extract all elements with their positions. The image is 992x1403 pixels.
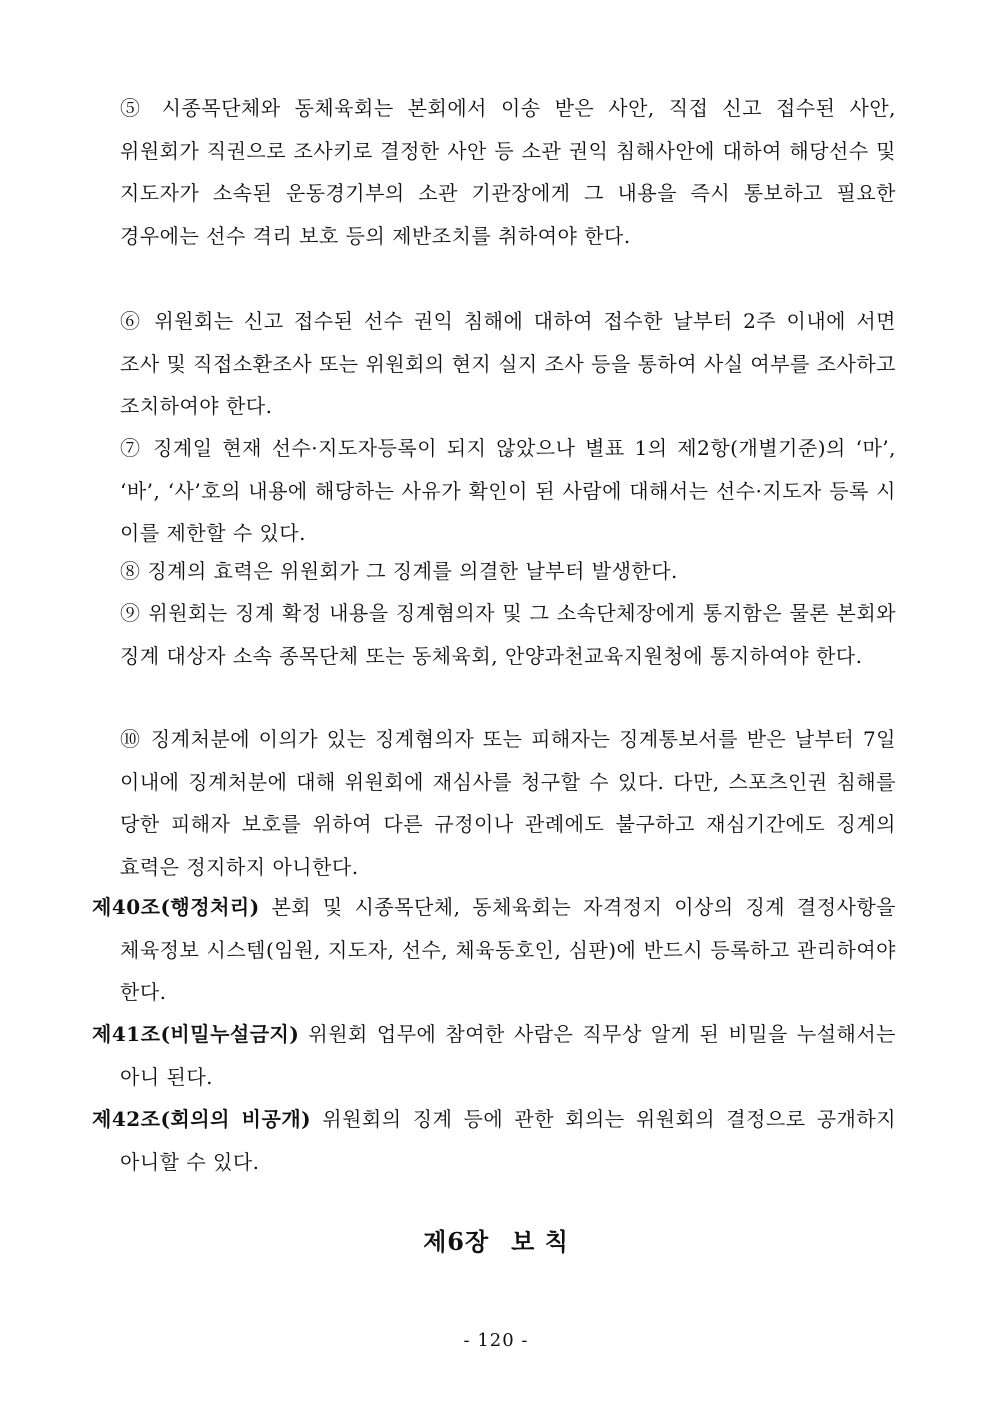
article-42 [92, 1098, 896, 1183]
article-41-title: 제41조(비밀누설금지) [92, 1022, 300, 1046]
clause-10: ⑩ 징계처분에 이의가 있는 징계혐의자 또는 피해자는 징계통보서를 받은 날부터 7일 이내에 징계처분에 대해 위원회에 재심사를 청구할 수 있다. 다만, 스포츠인권 침해를 당한 피해자 보호를 위하여 다른 규정이나 관례에도 불구하고 재심기간에도 징계의 효력은 정지하지 아니한다. [120, 727, 896, 879]
chapter-title: 보 칙 [511, 1227, 569, 1256]
article-41 [92, 1013, 896, 1098]
clause-9: ⑨ 위원회는 징계 확정 내용을 징계혐의자 및 그 소속단체장에게 통지함은 물론 본회와 징계 대상자 소속 종목단체 또는 동체육회, 안양과천교육지원청에 통지하여야 한다. [120, 601, 896, 668]
article-40-body: 본회 및 시종목단체, 동체육회는 자격정지 이상의 징계 결정사항을 체육정보 시스템(임원, 지도자, 선수, 체육동호인, 심판)에 반드시 등록하고 관리하여야 한다. [120, 895, 897, 1004]
article-40 [92, 886, 896, 1014]
article-42-body: 위원회의 징계 등에 관한 회의는 위원회의 결정으로 공개하지 아니할 수 있다. [120, 1107, 897, 1174]
clause-5: ⑤ 시종목단체와 동체육회는 본회에서 이송 받은 사안, 직접 신고 접수된 사안, 위원회가 직권으로 조사키로 결정한 사안 등 소관 권익 침해사안에 대하여 해당선수 및 지도자가 소속된 운동경기부의 소관 기관장에게 그 내용을 즉시 통보하고 필요한 경우에는 선수 격리 보호 등의 제반조치를 취하여야 한다. [120, 96, 896, 248]
clause-8: ⑧ 징계의 효력은 위원회가 그 징계를 의결한 날부터 발생한다. [120, 559, 678, 583]
article-42-title: 제42조(회의의 비공개) [92, 1107, 312, 1131]
article-40-title: 제40조(행정처리) [92, 895, 260, 919]
chapter-number: 제6장 [423, 1227, 490, 1256]
article-41-body: 위원회 업무에 참여한 사람은 직무상 알게 된 비밀을 누설해서는 아니 된다. [120, 1022, 896, 1089]
clause-7: ⑦ 징계일 현재 선수·지도자등록이 되지 않았으나 별표 1의 제2항(개별기준)의 ‘마’, ‘바’, ‘사’호의 내용에 해당하는 사유가 확인이 된 사람에 대해서는 선수·지도자 등록 시 이를 제한할 수 있다. [120, 436, 896, 545]
page-number: - 120 - [463, 1330, 529, 1351]
clause-6: ⑥ 위원회는 신고 접수된 선수 권익 침해에 대하여 접수한 날부터 2주 이내에 서면 조사 및 직접소환조사 또는 위원회의 현지 실지 조사 등을 통하여 사실 여부를 조사하고 조치하여야 한다. [120, 309, 896, 418]
chapter-heading [0, 1222, 992, 1257]
